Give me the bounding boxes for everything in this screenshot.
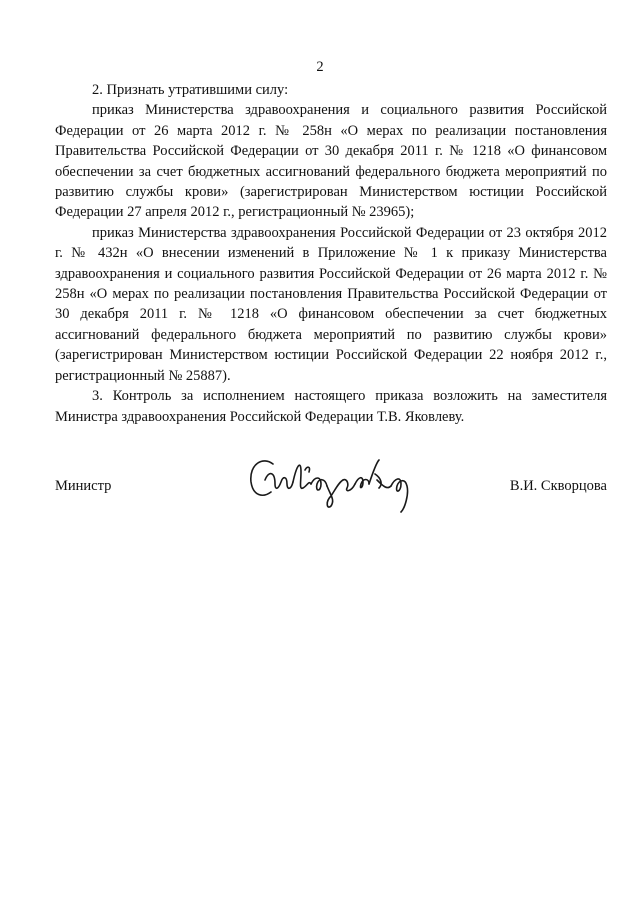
signer-name: В.И. Скворцова	[509, 478, 607, 494]
paragraph-order-432n: приказ Министерства здравоохранения Российской Федерации от 23 октября 2012 г. № 432н «О внесении изменений в Приложение № 1 к приказу Министерства здравоохранения и социального развития Российской Федерации от 26 марта 2012 г. № 258н «О мерах по реализации постановления Правительства Российской Федерации от 30 декабря 2011 г. № 1218 «О финансовом обеспечении за счет бюджетных ассигнований федерального бюджета мероприятий по развитию службы крови» (зарегистрирован Министерством юстиции Российской Федерации 22 ноября 2012 г., регистрационный № 25887).	[55, 224, 607, 384]
paragraph-invalidate-heading: 2. Признать утратившими силу:	[92, 82, 289, 98]
signature-block	[55, 450, 607, 520]
paragraph-control: 3. Контроль за исполнением настоящего приказа возложить на заместителя Министра здравоохранения Российской Федерации Т.В. Яковлеву.	[55, 388, 607, 425]
page-number: 2	[316, 59, 324, 75]
signer-title: Министр	[55, 478, 112, 494]
paragraph-order-258n: приказ Министерства здравоохранения и социального развития Российской Федерации от 26 марта 2012 г. № 258н «О мерах по реализации постановления Правительства Российской Федерации от 30 декабря 2011 г. № 1218 «О финансовом обеспечении за счет бюджетных ассигнований федерального бюджета мероприятий по развитию службы крови» (зарегистрирован Министерством юстиции Российской Федерации 27 апреля 2012 г., регистрационный № 23965);	[55, 102, 607, 221]
document-body	[55, 80, 607, 427]
handwritten-signature-icon	[245, 450, 425, 516]
